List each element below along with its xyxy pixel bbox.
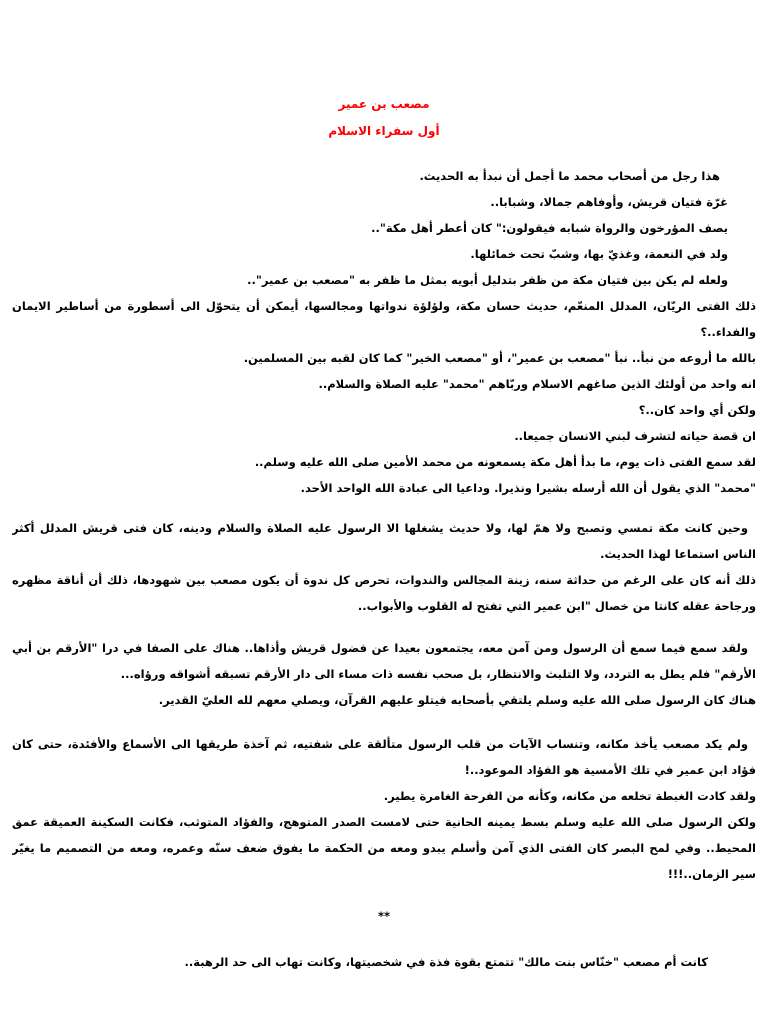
- paragraph-line: هذا رجل من أصحاب محمد ما أجمل أن نبدأ به الحديث.: [419, 169, 720, 183]
- paragraph-line: المحيط.. وفي لمح البصر كان الفتى الذي آمن وأسلم يبدو ومعه من الحكمة ما يفوق ضعف سنّه وعمره، ومعه من التصميم ما يغيّر: [12, 841, 756, 855]
- paragraph-line: كانت أم مصعب "خنّاس بنت مالك" تتمتع بقوة فذة في شخصيتها، وكانت تهاب الى حد الرهبة..: [184, 955, 708, 969]
- paragraph-line: الناس استماعا لهذا الحديث.: [600, 547, 756, 561]
- paragraph-line: بالله ما أروعه من نبأ.. نبأ "مصعب بن عمير"، أو "مصعب الخير" كما كان لقبه بين المسلمين.: [243, 351, 756, 365]
- paragraph-line: ولكن الرسول صلى الله عليه وسلم بسط يمينه الحانية حتى لامست الصدر المتوهج، والفؤاد المتوثب، فكانت السكينة العميقة عمق: [12, 815, 756, 829]
- document-subtitle: أول سفراء الاسلام: [328, 124, 440, 138]
- paragraph-line: ولم يكد مصعب يأخذ مكانه، وتنساب الآيات من قلب الرسول متألقة على شفتيه، ثم آخذة طريقها الى الأسماع والأفئدة، حتى كان: [12, 737, 748, 751]
- paragraph-line: انه واحد من أولئك الذين صاغهم الاسلام وربّاهم "محمد" عليه الصلاة والسلام..: [318, 377, 756, 391]
- paragraph-line: غرّة فتيان قريش، وأوفاهم جمالا، وشبابا..: [490, 195, 728, 209]
- section-separator: **: [377, 909, 391, 923]
- paragraph-line: الأرقم" فلم يطل به التردد، ولا التلبث والانتظار، بل صحب نفسه ذات مساء الى دار الأرقم تسبقه أشواقه ورؤاه...: [120, 667, 756, 681]
- paragraph-line: ذلك الفتى الريّان، المدلل المنعّم، حديث حسان مكة، ولؤلؤة ندواتها ومجالسها، أيمكن أن يتحوّل الى أسطورة من أساطير الايمان: [12, 299, 756, 313]
- paragraph-line: وحين كانت مكة تمسي وتصبح ولا همّ لها، ولا حديث يشغلها الا الرسول عليه الصلاة والسلام ودينه، كان فتى قريش المدلل أكثر: [12, 521, 748, 535]
- paragraph-line: "محمد" الذي يقول أن الله أرسله بشيرا ونذيرا. وداعيا الى عبادة الله الواحد الأحد.: [300, 481, 756, 495]
- paragraph-line: ذلك أنه كان على الرغم من حداثة سنه، زينة المجالس والندوات، تحرص كل ندوة أن يكون مصعب بين شهودها، ذلك أن أناقة مظهره: [12, 573, 756, 587]
- paragraph-line: والفداء..؟: [700, 325, 756, 339]
- paragraph-line: هناك كان الرسول صلى الله عليه وسلم يلتقي بأصحابه فيتلو عليهم القرآن، ويصلي معهم لله العليّ القدير.: [158, 693, 756, 707]
- paragraph-line: يصف المؤرخون والرواة شبابه فيقولون:" كان أعطر أهل مكة"..: [371, 221, 728, 235]
- paragraph-line: سير الزمان..!!!: [667, 867, 756, 881]
- paragraph-line: ولكن أي واحد كان..؟: [638, 403, 756, 417]
- paragraph-line: ولقد سمع فيما سمع أن الرسول ومن آمن معه، يجتمعون بعيدا عن فضول قريش وأذاها.. هناك على الصفا في درا "الأرقم بن أبي: [12, 641, 748, 655]
- paragraph-line: ان قصة حياته لتشرف لبني الانسان جميعا..: [514, 429, 756, 443]
- paragraph-line: ورجاحة عقله كانتا من خصال "ابن عمير التي تفتح له القلوب والأبواب..: [357, 599, 756, 613]
- paragraph-line: لقد سمع الفتى ذات يوم، ما بدأ أهل مكة يسمعونه من محمد الأمين صلى الله عليه وسلم..: [254, 455, 756, 469]
- paragraph-line: ولقد كادت الغبطة تخلعه من مكانه، وكأنه من الفرحة الغامرة يطير.: [383, 789, 756, 803]
- paragraph-line: فؤاد ابن عمير في تلك الأمسية هو الفؤاد الموعود..!: [464, 763, 756, 777]
- paragraph-line: ولد في النعمة، وغذيّ بها، وشبّ تحت خمائلها.: [470, 247, 728, 261]
- paragraph-line: ولعله لم يكن بين فتيان مكة من ظفر بتدليل أبويه بمثل ما ظفر به "مصعب بن عمير"..: [247, 273, 728, 287]
- document-title: مصعب بن عمير: [338, 97, 430, 111]
